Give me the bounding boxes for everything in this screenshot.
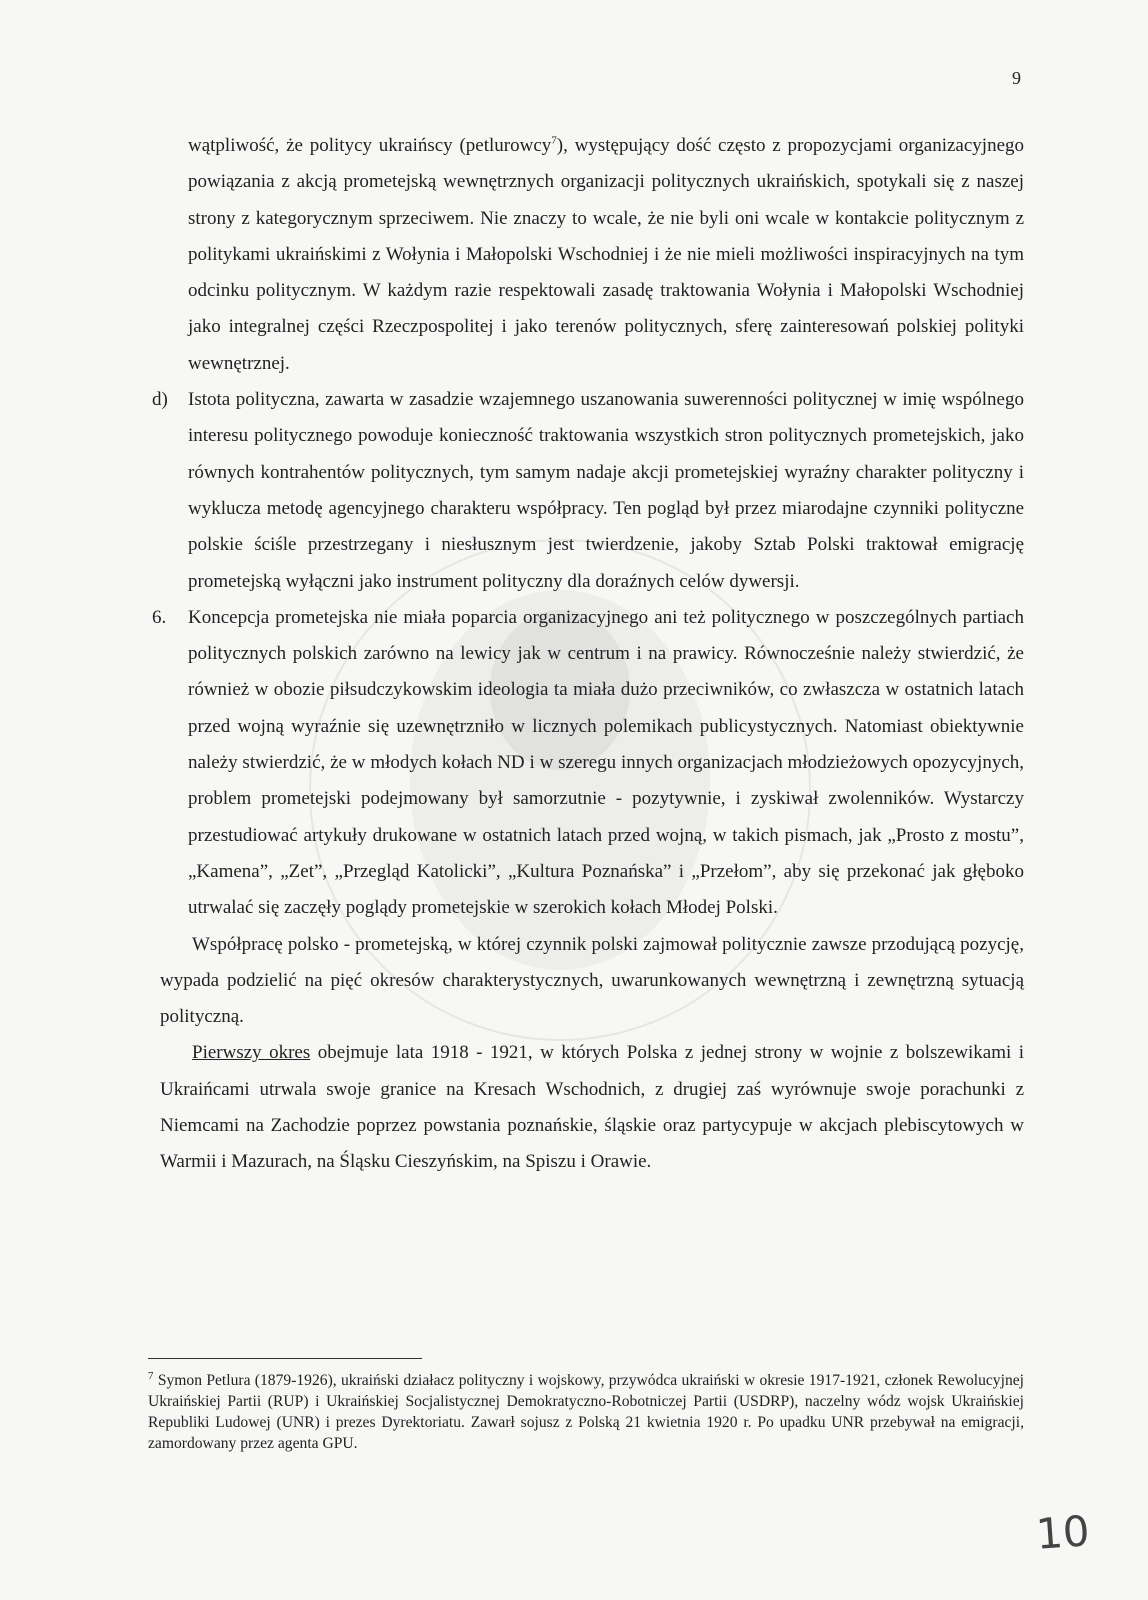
paragraph-cooperation: Współpracę polsko - prometejską, w której czynnik polski zajmował politycznie zawsze przodującą pozycję, wypada podzielić na pięć okresów charakterystycznych, uwarunkowanych wewnętrzną i zewnętrzną sytuacją polityczną. — [160, 933, 1024, 1028]
main-text — [152, 128, 1025, 1181]
list-marker-6: 6. — [152, 606, 167, 628]
list-marker-d: d) — [152, 389, 168, 411]
paragraph-first-period: Pierwszy okres obejmuje lata 1918 - 1921, w których Polska z jednej strony w wojnie z bolszewikami i Ukraińcami utrwala swoje granice na Kresach Wschodnich, z drugiej zaś wyrównuje swoje porachunki z Niemcami na Zachodzie poprzez powstania poznańskie, śląskie oraz partycypuje w akcjach plebiscytowych w Warmii i Mazurach, na Śląsku Cieszyńskim, na Spiszu i Orawie. — [160, 1042, 1025, 1173]
first-period-label: Pierwszy okres — [192, 1042, 311, 1064]
handwritten-page-number: 10 — [1034, 1506, 1092, 1559]
page-number: 9 — [1012, 68, 1021, 88]
list-item-6: 6. Koncepcja prometejska nie miała poparcia organizacyjnego ani też politycznego w poszczególnych partiach politycznych polskich zarówno na lewicy jak w centrum i na prawicy. Równocześnie należy stwierdzić, że również w obozie piłsudczykowskim ideologia ta miała dużo przeciwników, co zwłaszcza w ostatnich latach przed wojną wyraźnie się uzewnętrzniło w licznych polemikach publicystycznych. Natomiast obiektywnie należy stwierdzić, że w młodych kołach ND i w szeregu innych organizacjach młodzieżowych opozycyjnych, problem prometejski podejmowany był samorzutnie - pozytywnie, i zyskiwał zwolenników. Wystarczy przestudiować artykuły drukowane w ostatnich latach przed wojną, w takich pismach, jak „Prosto z mostu”, „Kamena”, „Zet”, „Przegląd Katolicki”, „Kultura Poznańska” i „Przełom”, aby się przekonać jak głęboko utrwalać się zaczęły poglądy prometejskie w szerokich kołach Młodej Polski. — [188, 600, 1024, 927]
list-item-d: d) Istota polityczna, zawarta w zasadzie wzajemnego uszanowania suwerenności politycznej w imię wspólnego interesu politycznego powoduje konieczność traktowania wszystkich stron politycznych prometejskich, jako równych kontrahentów politycznych, tym samym nadaje akcji prometejskiej wyraźny charakter polityczny i wyklucza metodę agencyjnego charakteru współpracy. Ten pogląd był przez miarodajne czynniki polityczne polskie ściśle przestrzegany i niesłusznym jest twierdzenie, jakoby Sztab Polski traktował emigrację prometejską wyłączni jako instrument polityczny dla doraźnych celów dywersji. — [188, 382, 1024, 600]
paragraph-continuation: wątpliwość, że politycy ukraińscy (petlurowcy$^7$), występujący dość często z propozycjami organizacyjnego powiązania z akcją prometejską wewnętrznych organizacji politycznych ukraińskich, spotykali się z naszej strony z kategorycznym sprzeciwem. Nie znaczy to wcale, że nie byli oni wcale w kontakcie politycznym z politykami ukraińskimi z Wołynia i Małopolski Wschodniej i że nie mieli możliwości inspiracyjnych na tym odcinku politycznym. W każdym razie respektowali zasadę traktowania Wołynia i Małopolski Wschodniej jako integralnej części Rzeczpospolitej i jako terenów politycznych, sferę zainteresowań polskiej polityki wewnętrznej. — [188, 134, 1025, 374]
footnote-number: 7 — [148, 1369, 154, 1382]
footnote-divider — [148, 1358, 422, 1359]
footnote-ref[interactable]: 7 — [551, 134, 557, 147]
footnote: $^7$ Symon Petlura (1879-1926), ukraiński działacz polityczny i wojskowy, przywódca ukraiński w okresie 1917-1921, członek Rewolucyjnej Ukraińskiej Partii (RUP) i Ukraińskiej Socjalistycznej Demokratyczno-Robotniczej Partii (USDRP), naczelny wódz wojsk Ukraińskiej Republiki Ludowej (UNR) i prezes Dyrektoriatu. Zawarł sojusz z Polską 21 kwietnia 1920 r. Po upadku UNR przebywał na emigracji, zamordowany przez agenta GPU. — [148, 1369, 1024, 1452]
